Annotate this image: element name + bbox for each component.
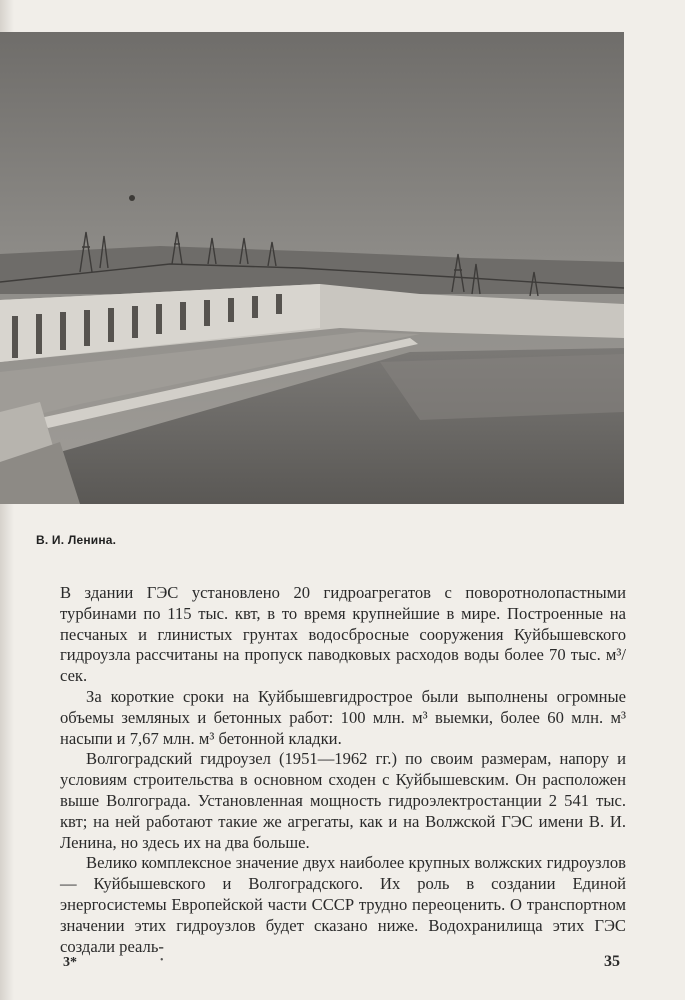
figure-caption: В. И. Ленина. (36, 533, 117, 547)
dam-photograph (0, 32, 624, 504)
dam-illustration (0, 32, 624, 504)
paragraph-3: Волгоградский гидроузел (1951—1962 гг.) по своим размерам, напору и условиям строительства в основном сходен с Куйбышевским. Он расположен выше Волгограда. Установленная мощность гидроэлектростанции 2 541 тыс. квт; на ней работают такие же агрегаты, как и на Волжской ГЭС имени В. И. Ленина, но здесь их на два больше. (60, 749, 626, 852)
paragraph-1: В здании ГЭС установлено 20 гидроагрегатов с поворотнолопастными турбинами по 115 тыс. квт, в то время крупнейшие в мире. Построенные на песчаных и глинистых грунтах водосбросные сооружения Куйбышевского гидроузла рассчитаны на пропуск паводковых расходов воды более 70 тыс. м³/сек. (60, 583, 626, 686)
footer-dot: • (160, 955, 164, 966)
signature-mark: 3* (63, 955, 77, 970)
paragraph-2: За короткие сроки на Куйбышевгидрострое были выполнены огромные объемы земляных и бетонных работ: 100 млн. м³ выемки, более 60 млн. м³ насыпи и 7,67 млн. м³ бетонной кладки. (60, 686, 626, 748)
paragraph-4: Велико комплексное значение двух наиболее крупных волжских гидроузлов — Куйбышевского и Волгоградского. Их роль в создании Единой энергосистемы Европейской части СССР трудно переоценить. О транспортном значении этих гидроузлов будет сказано ниже. Водохранилища этих ГЭС создали реаль- (60, 853, 626, 956)
page-number: 35 (604, 953, 620, 970)
body-text (60, 583, 626, 957)
